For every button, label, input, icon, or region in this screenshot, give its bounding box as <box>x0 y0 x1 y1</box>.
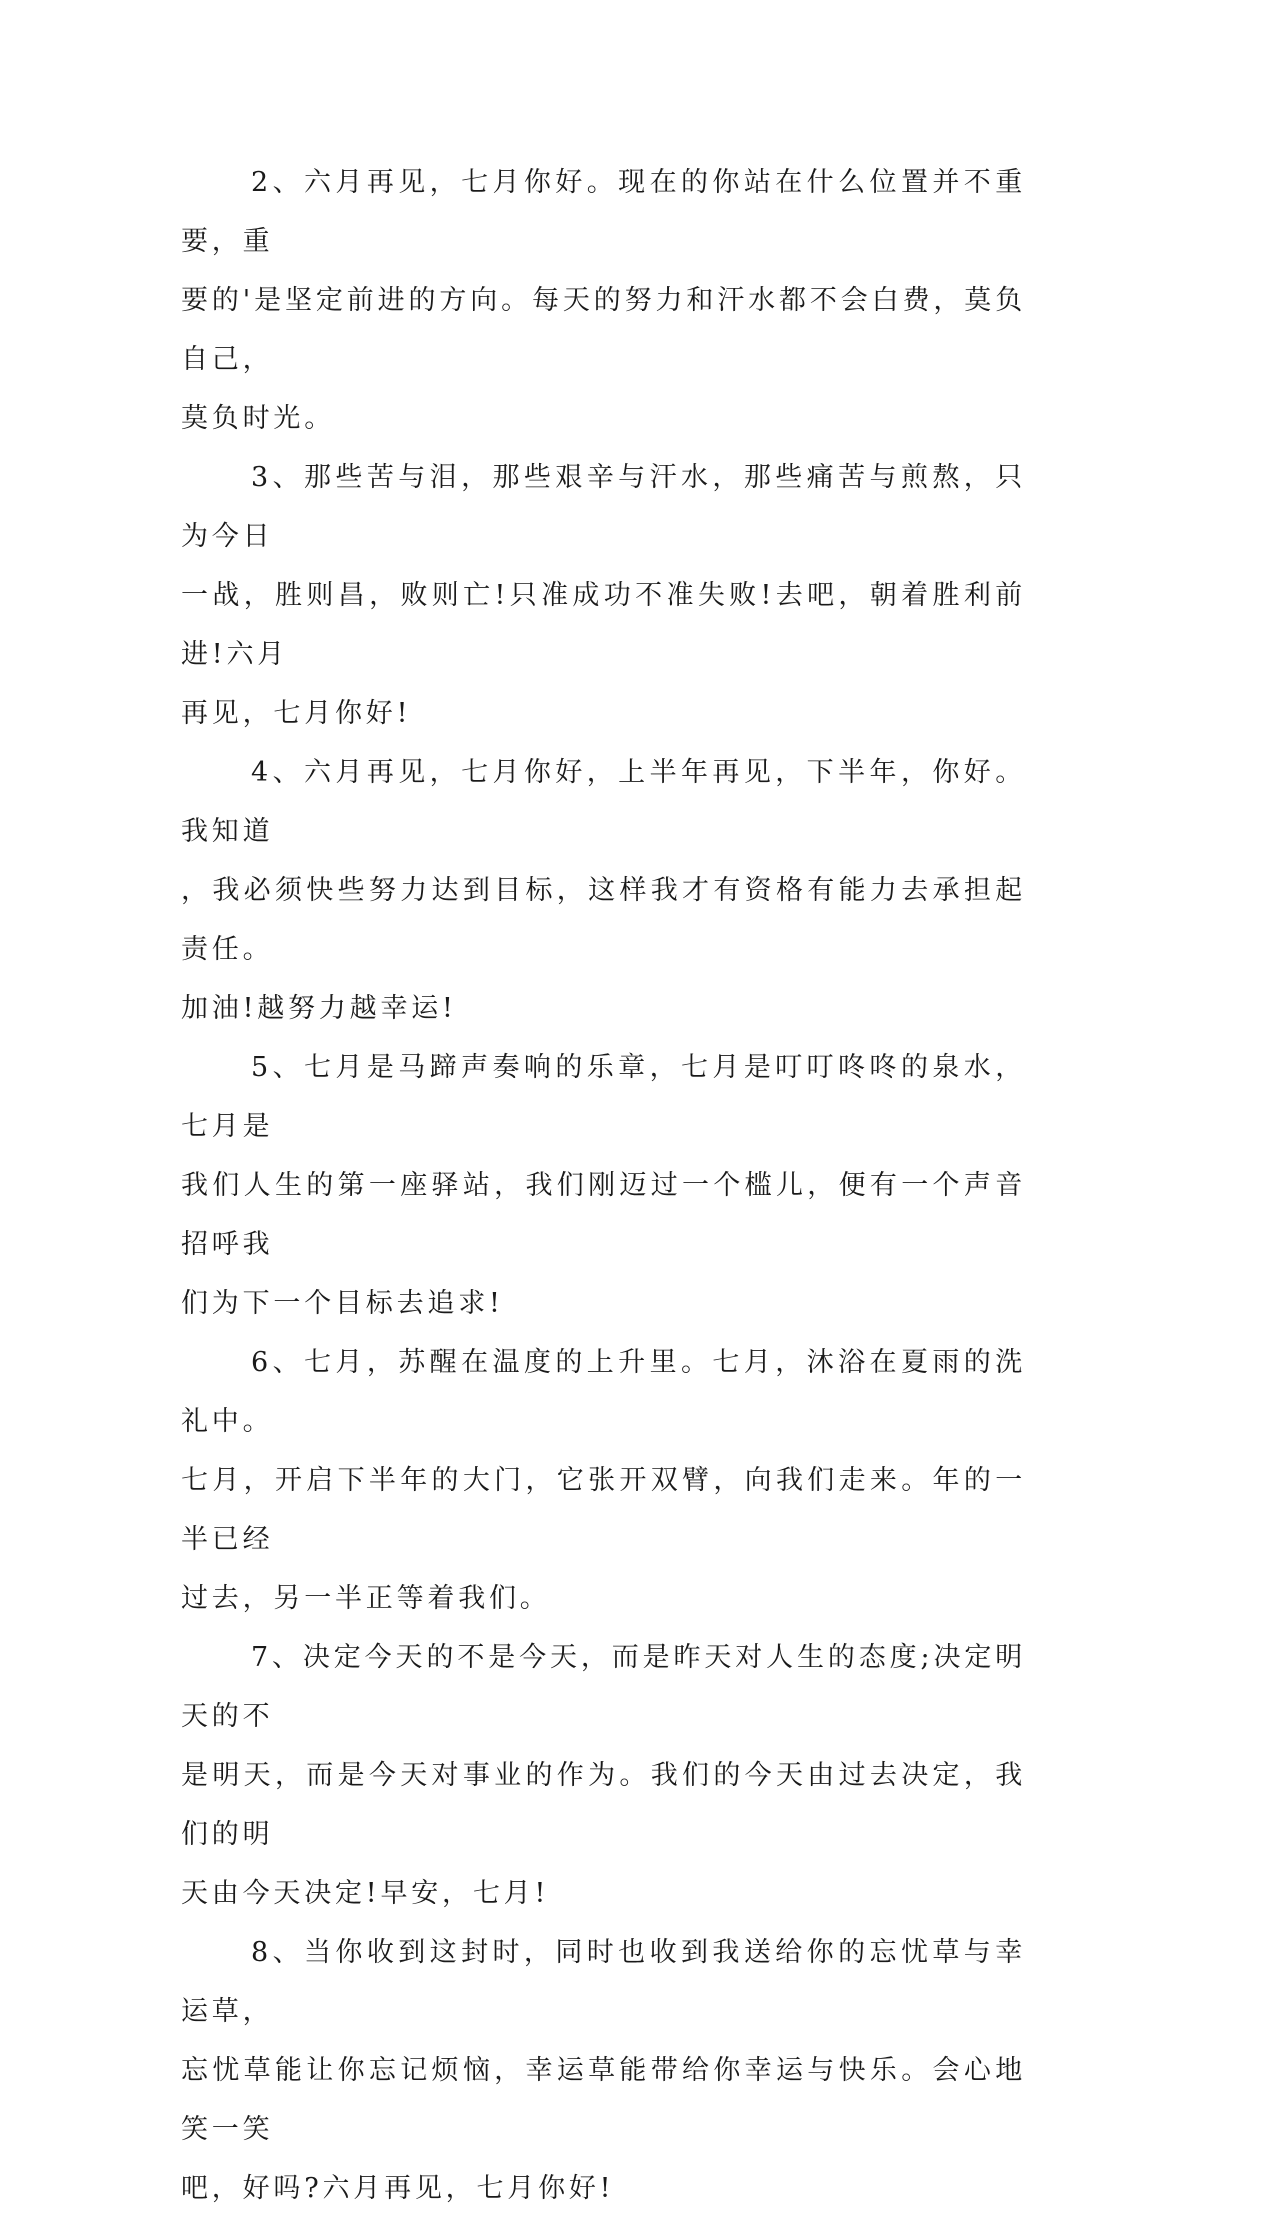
paragraph-7: 7、决定今天的不是今天，而是昨天对人生的态度;决定明天的不 是明天，而是今天对事业的作为。我们的今天由过去决定，我们的明 天由今天决定!早安，七月! <box>181 1642 1026 1909</box>
paragraph-2: 2、六月再见，七月你好。现在的你站在什么位置并不重要，重 要的'是坚定前进的方向。每天的努力和汗水都不会白费，莫负自己， 莫负时光。 <box>181 167 1026 434</box>
paragraph-4: 4、六月再见，七月你好，上半年再见，下半年，你好。我知道 ，我必须快些努力达到目标，这样我才有资格有能力去承担起责任。 加油!越努力越幸运! <box>181 757 1026 1024</box>
paragraph-6: 6、七月，苏醒在温度的上升里。七月，沐浴在夏雨的洗礼中。 七月，开启下半年的大门，它张开双臂，向我们走来。年的一半已经 过去，另一半正等着我们。 <box>181 1347 1026 1614</box>
paragraph-5: 5、七月是马蹄声奏响的乐章，七月是叮叮咚咚的泉水，七月是 我们人生的第一座驿站，我们刚迈过一个槛儿，便有一个声音招呼我 们为下一个目标去追求! <box>181 1052 1026 1319</box>
document-body <box>181 153 1026 2218</box>
paragraph-8: 8、当你收到这封时，同时也收到我送给你的忘忧草与幸运草， 忘忧草能让你忘记烦恼，幸运草能带给你幸运与快乐。会心地笑一笑 吧，好吗?六月再见，七月你好! <box>181 1937 1026 2204</box>
paragraph-3: 3、那些苦与泪，那些艰辛与汗水，那些痛苦与煎熬，只为今日 一战，胜则昌，败则亡!只准成功不准失败!去吧，朝着胜利前进!六月 再见，七月你好! <box>181 462 1026 729</box>
